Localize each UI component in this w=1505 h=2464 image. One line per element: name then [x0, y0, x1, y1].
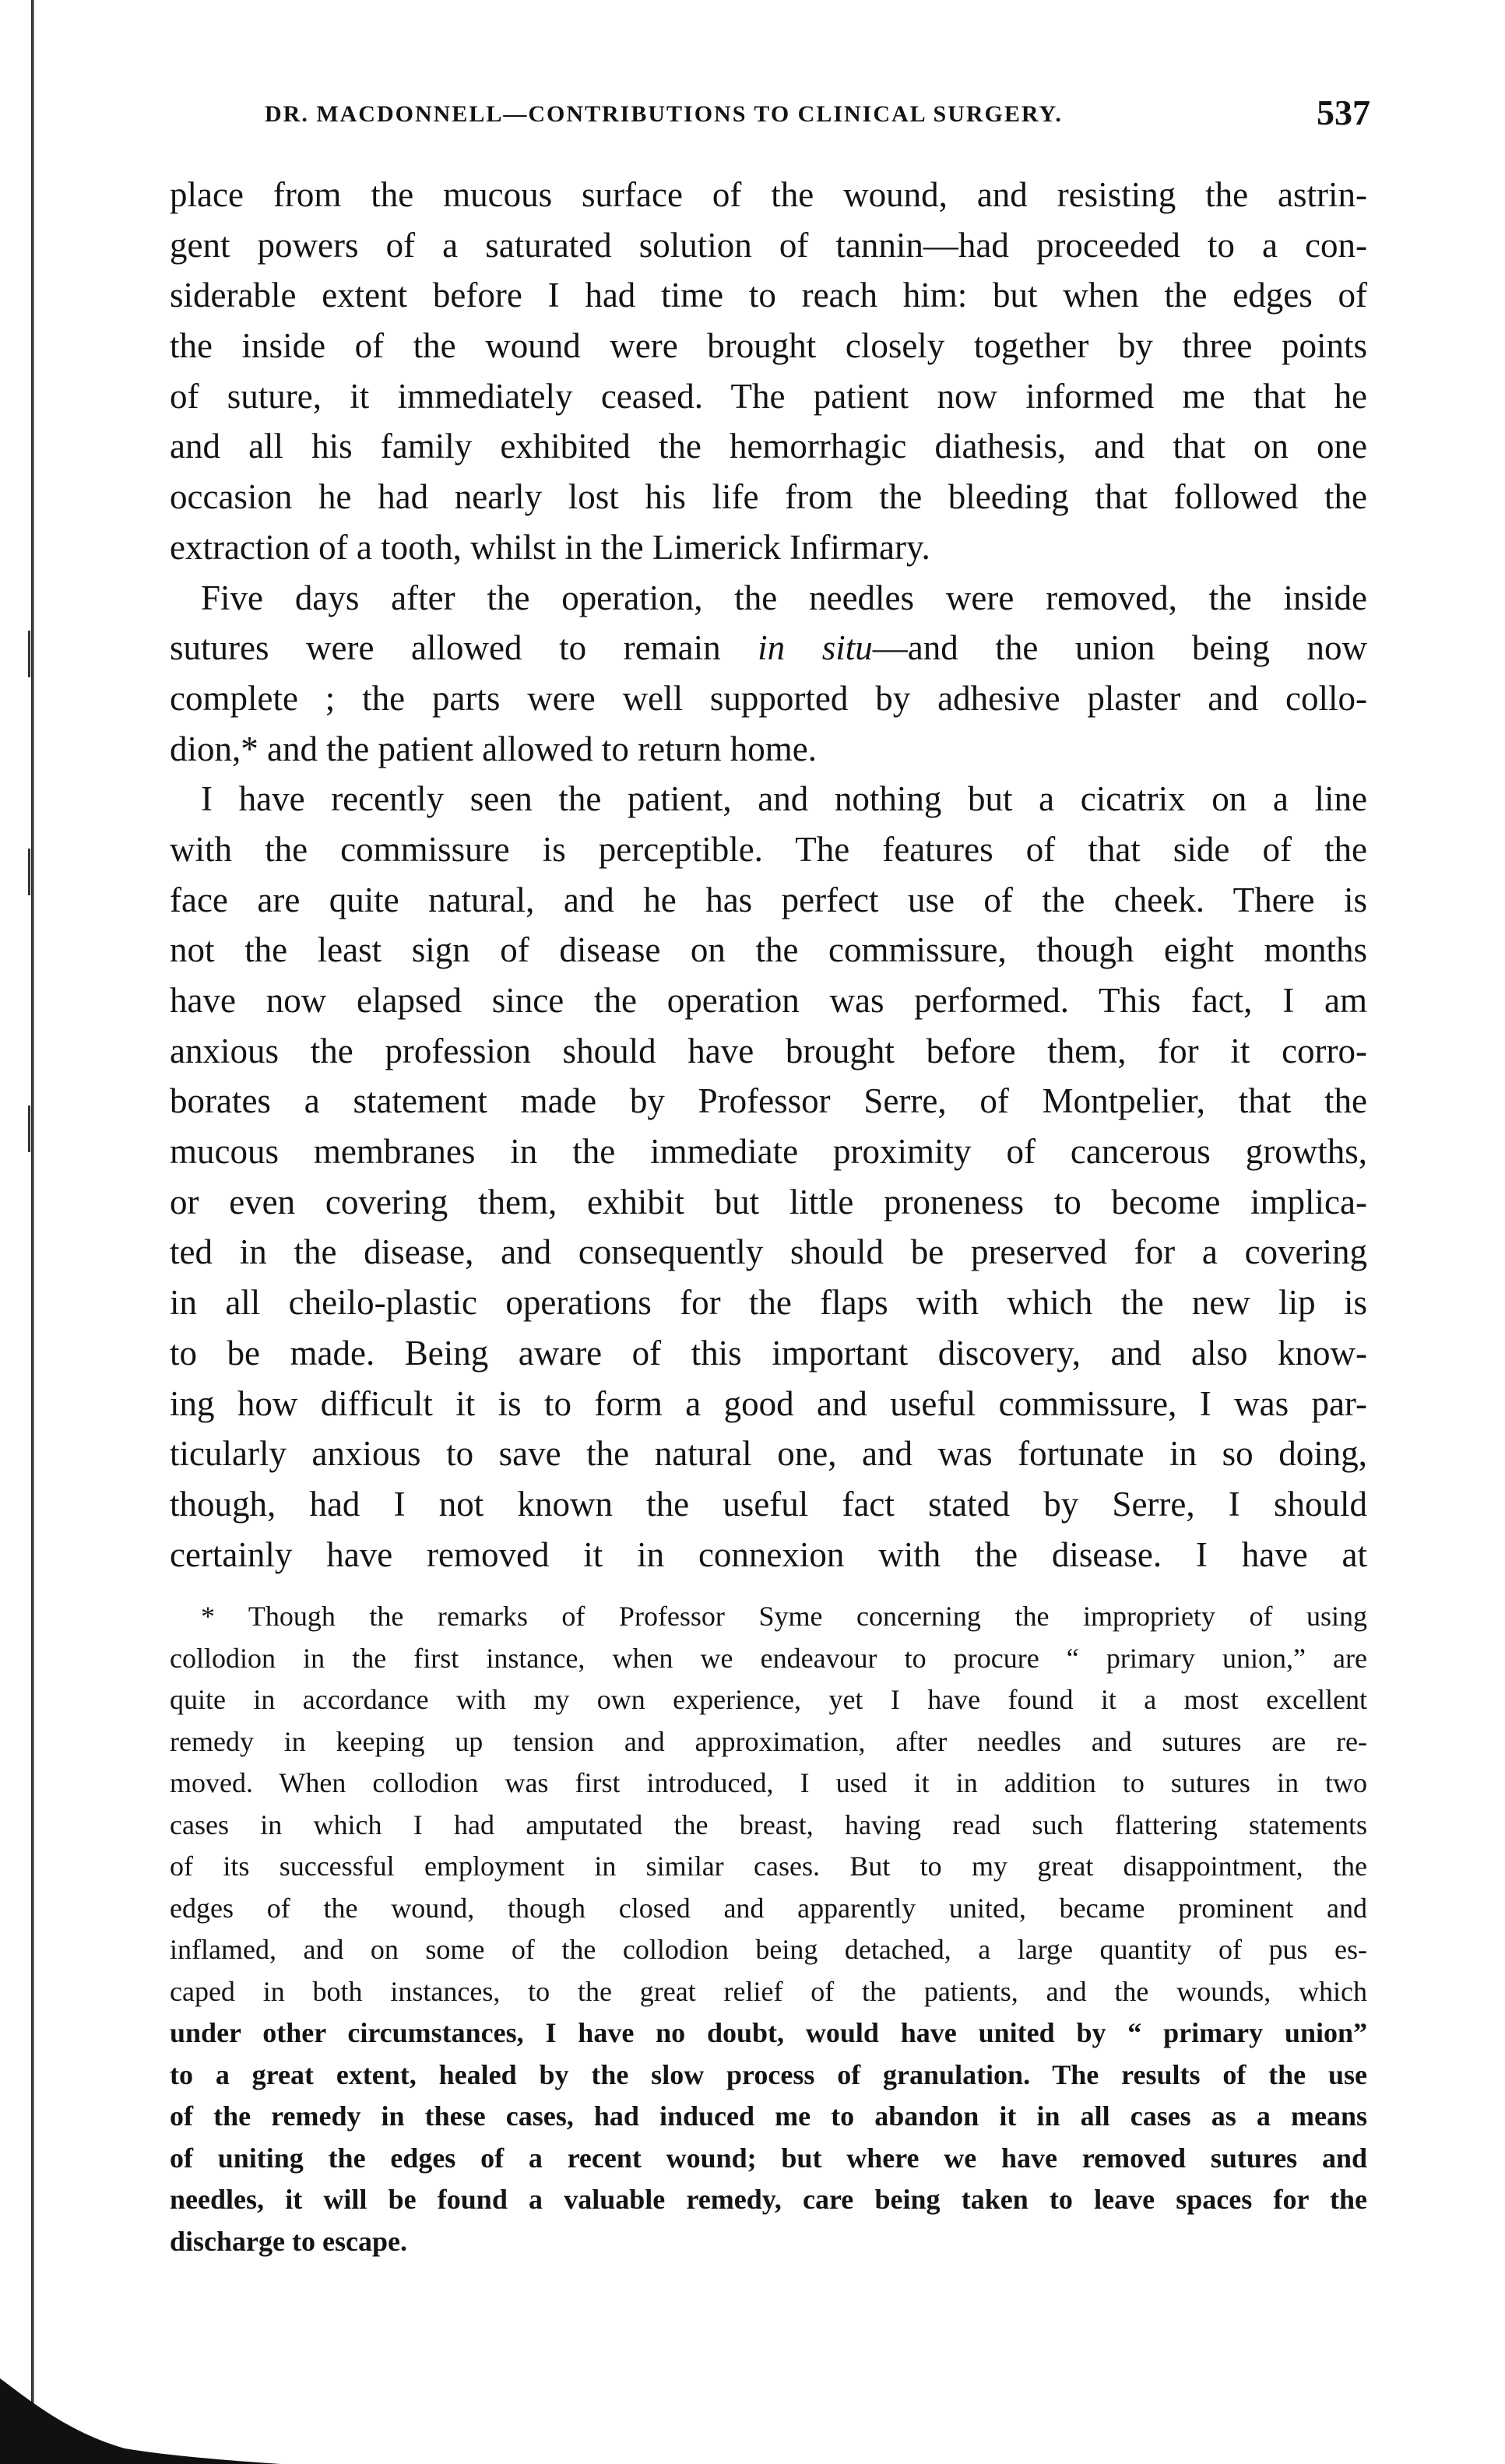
page-binding-edge — [31, 0, 34, 2464]
text-line: mucous membranes in the immediate proximity of cancerous growths, — [170, 1132, 1367, 1172]
footnote-line: under other circumstances, I have no doubt, would have united by “ primary union” — [170, 2017, 1367, 2048]
text-line: or even covering them, exhibit but little proneness to become implica- — [170, 1182, 1367, 1221]
text-line: anxious the profession should have brought before them, for it corro- — [170, 1031, 1367, 1070]
text-line: occasion he had nearly lost his life from the bleeding that followed the — [170, 477, 1367, 517]
body-text — [170, 170, 1367, 1580]
footnote — [170, 1596, 1367, 2262]
text-line: and all his family exhibited the hemorrhagic diathesis, and that on one — [170, 427, 1367, 466]
text-line: have now elapsed since the operation was performed. This fact, I am — [170, 981, 1367, 1020]
text-line: of suture, it immediately ceased. The patient now informed me that he — [170, 376, 1367, 416]
footnote-line: collodion in the first instance, when we endeavour to procure “ primary union,” are — [170, 1642, 1367, 1674]
text-line: ted in the disease, and consequently should be preserved for a covering — [170, 1232, 1367, 1272]
footnote-line: moved. When collodion was first introduced, I used it in addition to sutures in two — [170, 1767, 1367, 1798]
text-line: in all cheilo-plastic operations for the flaps with which the new lip is — [170, 1283, 1367, 1323]
footnote-line: to a great extent, healed by the slow process of granulation. The results of the use — [170, 2058, 1367, 2090]
text-line: siderable extent before I had time to reach him: but when the edges of — [170, 276, 1367, 315]
text-line-with-italic — [170, 623, 1367, 673]
page-edge-mark — [28, 849, 30, 895]
footnote-line: * Though the remarks of Professor Syme concerning the impropriety of using — [201, 1601, 1367, 1632]
text-line: I have recently seen the patient, and nothing but a cicatrix on a line — [201, 779, 1367, 819]
page-edge-mark — [28, 631, 30, 677]
text-line: the inside of the wound were brought closely together by three points — [170, 326, 1367, 366]
page-curl-shadow — [0, 2347, 280, 2464]
text-line: gent powers of a saturated solution of tannin—had proceeded to a con- — [170, 225, 1367, 265]
footnote-line: cases in which I had amputated the breast, having read such flattering statements — [170, 1808, 1367, 1840]
footnote-line: of the remedy in these cases, had induced me to abandon it in all cases as a means — [170, 2100, 1367, 2132]
footnote-line: quite in accordance with my own experience, yet I have found it a most excellent — [170, 1684, 1367, 1715]
text-line: Five days after the operation, the needles were removed, the inside — [201, 578, 1367, 617]
text-line: certainly have removed it in connexion with the disease. I have at — [170, 1534, 1367, 1574]
footnote-line: caped in both instances, to the great relief of the patients, and the wounds, which — [170, 1975, 1367, 2007]
text-segment: sutures were allowed to remain — [170, 628, 721, 668]
footnote-line: remedy in keeping up tension and approximation, after needles and sutures are re- — [170, 1725, 1367, 1757]
footnote-line: of uniting the edges of a recent wound; but where we have removed sutures and — [170, 2142, 1367, 2174]
footnote-line: edges of the wound, though closed and apparently united, became prominent and — [170, 1892, 1367, 1924]
page-edge-mark — [28, 1105, 30, 1152]
text-line: though, had I not known the useful fact stated by Serre, I should — [170, 1484, 1367, 1524]
text-line: ticularly anxious to save the natural one, and was fortunate in so doing, — [170, 1434, 1367, 1474]
text-line: borates a statement made by Professor Serre, of Montpelier, that the — [170, 1081, 1367, 1121]
text-line: dion,* and the patient allowed to return home. — [170, 729, 818, 768]
text-line: with the commissure is perceptible. The features of that side of the — [170, 829, 1367, 869]
running-head — [265, 92, 1370, 139]
text-line: extraction of a tooth, whilst in the Limerick Infirmary. — [170, 527, 930, 567]
text-line: place from the mucous surface of the wound, and resisting the astrin- — [170, 175, 1367, 214]
footnote-line: needles, it will be found a valuable remedy, care being taken to leave spaces for the — [170, 2184, 1367, 2215]
page-number: 537 — [1317, 93, 1370, 132]
footnote-line: inflamed, and on some of the collodion being detached, a large quantity of pus es- — [170, 1934, 1367, 1965]
text-line: ing how difficult it is to form a good and useful commissure, I was par- — [170, 1383, 1367, 1423]
text-segment: —and the union being now — [872, 628, 1367, 668]
footnote-line: of its successful employment in similar cases. But to my great disappointment, the — [170, 1851, 1367, 1882]
footnote-line: discharge to escape. — [170, 2225, 407, 2257]
text-line: complete ; the parts were well supported by adhesive plaster and collo- — [170, 678, 1367, 718]
running-title: DR. MACDONNELL—CONTRIBUTIONS TO CLINICAL SURGERY. — [265, 101, 1063, 127]
text-line: to be made. Being aware of this important discovery, and also know- — [170, 1333, 1367, 1373]
italic-phrase: in situ — [758, 628, 873, 668]
text-line: not the least sign of disease on the commissure, though eight months — [170, 930, 1367, 970]
text-line: face are quite natural, and he has perfect use of the cheek. There is — [170, 880, 1367, 919]
